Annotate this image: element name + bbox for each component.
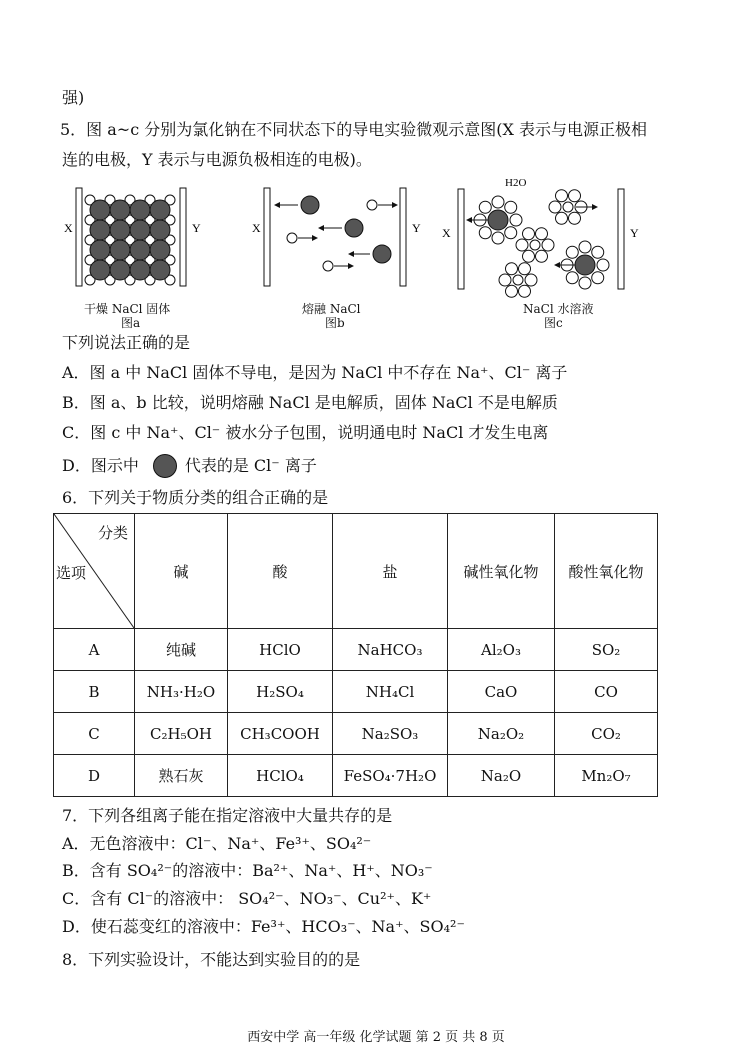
sodium-ion — [563, 202, 573, 212]
classification-table — [53, 513, 658, 797]
water-molecule — [549, 201, 561, 213]
table-cell: SO₂ — [555, 629, 658, 671]
water-molecule — [566, 246, 578, 258]
figure-c-label: 图c — [544, 316, 563, 330]
table-header: 碱 — [135, 514, 228, 629]
chloride-ion — [575, 255, 595, 275]
water-molecule — [506, 285, 518, 297]
table-header-row — [54, 514, 658, 629]
figure-b-caption: 熔融 NaCl — [302, 302, 361, 316]
chloride-ion — [150, 240, 170, 260]
chloride-ion — [130, 220, 150, 240]
table-header: 盐 — [333, 514, 448, 629]
table-corner-cell — [54, 514, 135, 629]
table-header: 碱性氧化物 — [448, 514, 555, 629]
figure-b-molten-nacl — [250, 180, 435, 290]
water-molecule — [556, 190, 568, 202]
corner-bottom-label: 选项 — [56, 564, 87, 582]
water-molecule — [479, 227, 491, 239]
electrode-y-label: Y — [412, 221, 421, 235]
water-molecule — [597, 259, 609, 271]
table-cell: CO — [555, 671, 658, 713]
figure-c-nacl-solution — [440, 175, 655, 300]
sodium-ion — [287, 233, 297, 243]
chloride-ion — [373, 245, 391, 263]
q5-option-d-prefix: D．图示中 — [62, 456, 139, 475]
q7-option-c: C．含有 Cl⁻的溶液中： SO₄²⁻、NO₃⁻、Cu²⁺、K⁺ — [62, 889, 432, 908]
sodium-ion — [513, 275, 523, 285]
table-row — [54, 629, 658, 671]
figure-b-label: 图b — [325, 316, 345, 330]
table-cell: 纯碱 — [135, 629, 228, 671]
water-molecule — [519, 285, 531, 297]
chloride-ion — [90, 200, 110, 220]
water-molecule — [523, 228, 535, 240]
table-cell: 熟石灰 — [135, 755, 228, 797]
water-molecule — [556, 212, 568, 224]
table-row — [54, 671, 658, 713]
water-molecule — [566, 272, 578, 284]
table-header: 酸性氧化物 — [555, 514, 658, 629]
chloride-ion — [150, 200, 170, 220]
q5-option-b: B．图 a、b 比较，说明熔融 NaCl 是电解质，固体 NaCl 不是电解质 — [62, 393, 558, 412]
water-molecule — [506, 263, 518, 275]
table-cell: Na₂O — [448, 755, 555, 797]
table-cell: NH₃·H₂O — [135, 671, 228, 713]
table-cell: CaO — [448, 671, 555, 713]
water-molecule — [542, 239, 554, 251]
q8-stem: 8．下列实验设计，不能达到实验目的的是 — [62, 950, 361, 969]
table-cell: Na₂SO₃ — [333, 713, 448, 755]
table-row — [54, 755, 658, 797]
water-molecule — [505, 201, 517, 213]
table-cell: HClO — [228, 629, 333, 671]
table-cell: C — [54, 713, 135, 755]
chloride-ion — [110, 200, 130, 220]
water-molecule — [492, 232, 504, 244]
q7-stem: 7．下列各组离子能在指定溶液中大量共存的是 — [62, 806, 393, 825]
corner-top-label: 分类 — [97, 524, 128, 542]
chloride-ion — [130, 200, 150, 220]
chloride-ion — [110, 240, 130, 260]
chloride-ion — [130, 240, 150, 260]
q5-stem-line2: 连的电极，Y 表示与电源负极相连的电极)。 — [62, 150, 372, 169]
table-cell: Al₂O₃ — [448, 629, 555, 671]
chloride-ion — [488, 210, 508, 230]
water-molecule — [510, 214, 522, 226]
water-molecule — [516, 239, 528, 251]
figure-a-caption: 干燥 NaCl 固体 — [84, 302, 171, 316]
q7-option-b: B．含有 SO₄²⁻的溶液中：Ba²⁺、Na⁺、H⁺、NO₃⁻ — [62, 861, 433, 880]
q6-stem: 6．下列关于物质分类的组合正确的是 — [62, 488, 329, 507]
figure-a-label: 图a — [121, 316, 141, 330]
q5-stem-line1: 5．图 a~c 分别为氯化钠在不同状态下的导电实验微观示意图(X 表示与电源正极相 — [60, 120, 647, 139]
table-cell: B — [54, 671, 135, 713]
electrode-x-label: X — [64, 221, 73, 235]
table-cell: CO₂ — [555, 713, 658, 755]
table-cell: HClO₄ — [228, 755, 333, 797]
water-molecule — [479, 201, 491, 213]
electrode-y-label: Y — [630, 226, 639, 240]
water-molecule — [536, 250, 548, 262]
table-cell: H₂SO₄ — [228, 671, 333, 713]
chloride-ion — [90, 220, 110, 240]
chloride-ion — [301, 196, 319, 214]
water-label: H2O — [505, 177, 527, 189]
water-molecule — [525, 274, 537, 286]
table-header: 酸 — [228, 514, 333, 629]
page-footer: 西安中学 高一年级 化学试题 第 2 页 共 8 页 — [247, 1030, 505, 1045]
table-cell: CH₃COOH — [228, 713, 333, 755]
q5-option-a: A．图 a 中 NaCl 固体不导电，是因为 NaCl 中不存在 Na⁺、Cl⁻ 离子 — [62, 363, 568, 382]
electrode-x-label: X — [442, 226, 451, 240]
chloride-ion — [150, 220, 170, 240]
water-molecule — [523, 250, 535, 262]
chloride-ion — [90, 240, 110, 260]
q5-option-d — [62, 454, 317, 478]
electrode-x-label: X — [252, 221, 261, 235]
water-molecule — [569, 212, 581, 224]
table-cell: Na₂O₂ — [448, 713, 555, 755]
table-cell: Mn₂O₇ — [555, 755, 658, 797]
chloride-ion — [110, 260, 130, 280]
q5-prompt: 下列说法正确的是 — [62, 333, 191, 352]
sodium-ion — [367, 200, 377, 210]
table-cell: NH₄Cl — [333, 671, 448, 713]
table-cell: A — [54, 629, 135, 671]
q7-option-a: A．无色溶液中：Cl⁻、Na⁺、Fe³⁺、SO₄²⁻ — [62, 834, 372, 853]
water-molecule — [579, 241, 591, 253]
water-molecule — [536, 228, 548, 240]
chloride-ion-icon — [153, 454, 177, 478]
water-molecule — [492, 196, 504, 208]
water-molecule — [592, 246, 604, 258]
table-row — [54, 713, 658, 755]
table-cell: FeSO₄·7H₂O — [333, 755, 448, 797]
chloride-ion — [90, 260, 110, 280]
water-molecule — [505, 227, 517, 239]
chloride-ion — [130, 260, 150, 280]
table-cell: C₂H₅OH — [135, 713, 228, 755]
chloride-ion — [110, 220, 130, 240]
water-molecule — [519, 263, 531, 275]
water-molecule — [569, 190, 581, 202]
q5-option-c: C．图 c 中 Na⁺、Cl⁻ 被水分子包围，说明通电时 NaCl 才发生电离 — [62, 423, 549, 442]
chloride-ion — [150, 260, 170, 280]
electrode-y-label: Y — [192, 221, 201, 235]
water-molecule — [592, 272, 604, 284]
sodium-ion — [323, 261, 333, 271]
sodium-ion — [530, 240, 540, 250]
q7-option-d: D．使石蕊变红的溶液中：Fe³⁺、HCO₃⁻、Na⁺、SO₄²⁻ — [62, 917, 465, 936]
continuation-text: 强) — [62, 88, 85, 107]
table-cell: NaHCO₃ — [333, 629, 448, 671]
water-molecule — [579, 277, 591, 289]
chloride-ion — [345, 219, 363, 237]
table-cell: D — [54, 755, 135, 797]
water-molecule — [499, 274, 511, 286]
figure-c-caption: NaCl 水溶液 — [523, 302, 594, 316]
q5-option-d-suffix: 代表的是 Cl⁻ 离子 — [184, 456, 317, 475]
figure-a-solid-nacl — [62, 180, 212, 290]
